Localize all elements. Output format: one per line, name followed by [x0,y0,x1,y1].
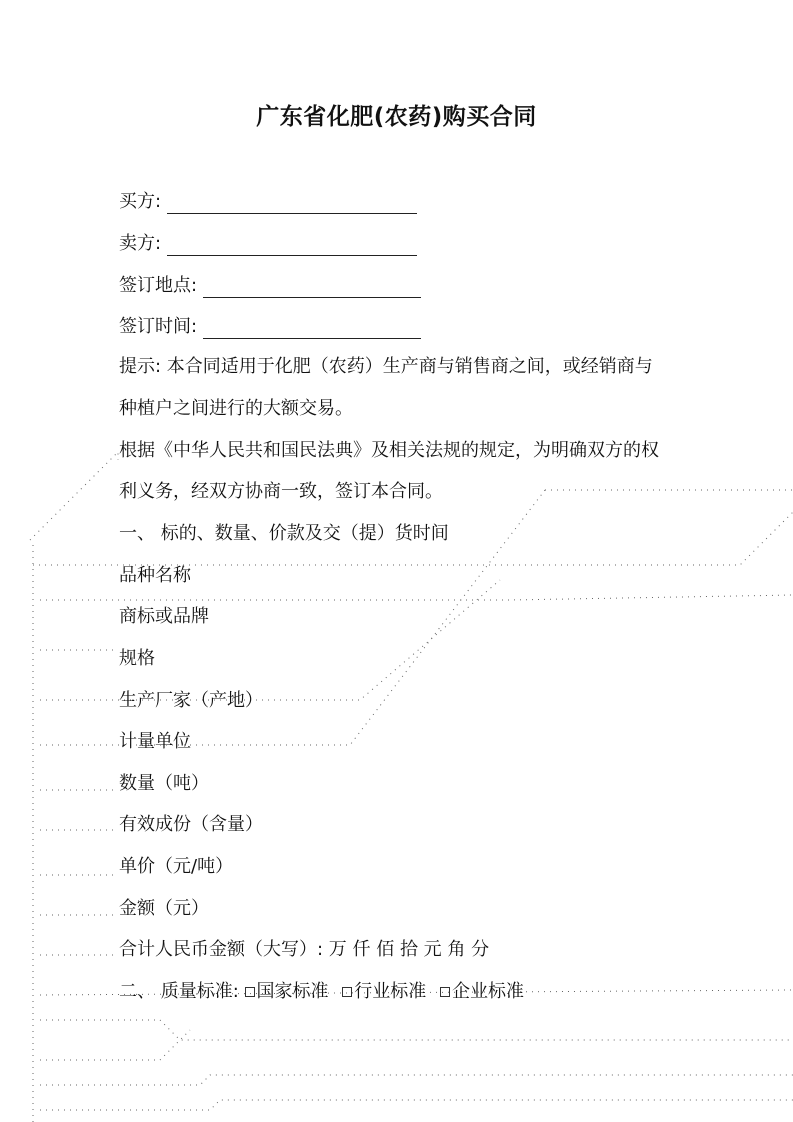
checkbox-icon[interactable] [440,987,450,997]
item-price: 单价（元/吨） [119,856,234,877]
item-total: 合计人民币金额（大写）: 万 仟 佰 拾 元 角 分 [119,939,490,960]
buyer-label: 买方: [119,191,162,212]
tip-line-2: 种植户之间进行的大额交易。 [119,398,353,419]
buyer-field[interactable] [167,197,417,214]
option-enterprise-label: 企业标准 [452,981,524,1002]
basis-line-1: 根据《中华人民共和国民法典》及相关法规的规定，为明确双方的权 [119,440,659,461]
seller-label: 卖方: [119,233,162,254]
item-variety: 品种名称 [119,565,191,586]
document-title: 广东省化肥(农药)购买合同 [256,104,537,130]
time-field[interactable] [203,322,421,339]
checkbox-icon[interactable] [245,987,255,997]
item-unit: 计量单位 [119,731,191,752]
option-national-label: 国家标准 [256,981,329,1002]
time-row [119,315,421,339]
place-field[interactable] [203,281,421,298]
buyer-row [119,190,417,214]
item-quantity: 数量（吨） [119,773,209,794]
time-label: 签订时间: [119,316,198,337]
option-enterprise[interactable] [440,981,524,1002]
tip-line-1: 提示: 本合同适用于化肥（农药）生产商与销售商之间，或经销商与 [119,356,653,377]
item-brand: 商标或品牌 [119,606,209,627]
checkbox-icon[interactable] [342,987,352,997]
section-1-heading: 一、 标的、数量、价款及交（提）货时间 [119,523,449,544]
option-national[interactable] [245,981,329,1002]
item-spec: 规格 [119,648,155,669]
option-industry[interactable] [342,981,426,1002]
section-2-label: 二、 质量标准: [119,981,239,1002]
item-maker: 生产厂家（产地） [119,690,263,711]
seller-row [119,232,417,256]
item-amount: 金额（元） [119,898,209,919]
section-2-row [119,980,532,1004]
option-industry-label: 行业标准 [354,981,427,1002]
basis-line-2: 利义务，经双方协商一致，签订本合同。 [119,481,443,502]
item-content: 有效成份（含量） [119,814,263,835]
place-row [119,274,421,298]
seller-field[interactable] [167,239,417,256]
place-label: 签订地点: [119,275,198,296]
